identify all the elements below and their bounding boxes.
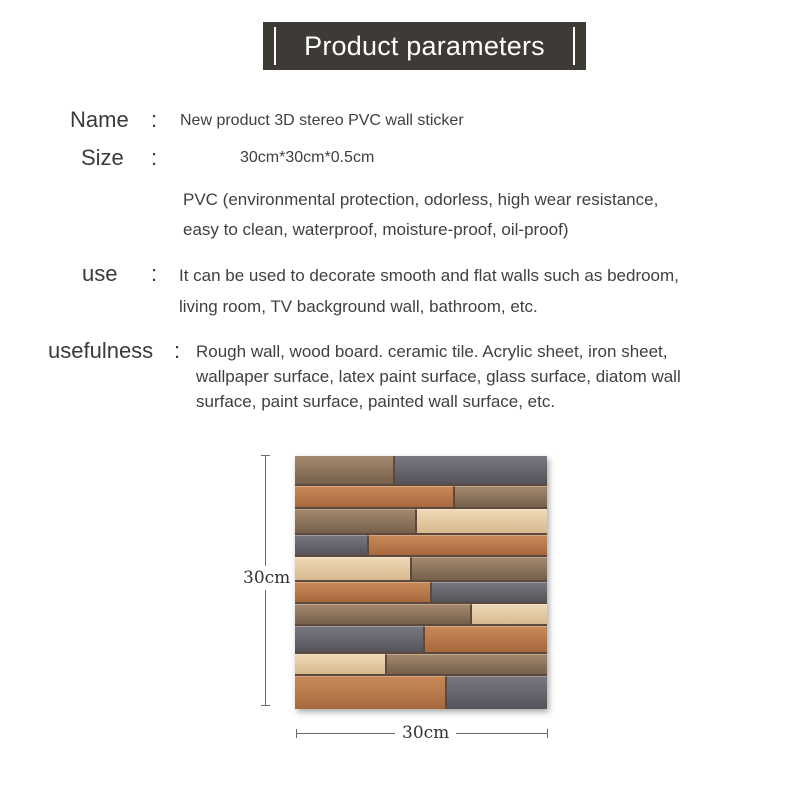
name-colon: : [151,107,158,132]
height-dimension-cap-bottom [261,705,270,706]
brick-pattern [295,456,547,709]
usefulness-line-2: wallpaper surface, latex paint surface, glass surface, diatom wall [196,367,681,386]
page-title: Product parameters [304,31,545,61]
title-banner [263,22,586,70]
size-colon: : [151,145,158,170]
use-line-1: It can be used to decorate smooth and flat walls such as bedroom, [179,266,679,285]
name-value: New product 3D stereo PVC wall sticker [180,112,464,129]
material-line-1: PVC (environmental protection, odorless, high wear resistance, [183,190,659,209]
wall-sticker-image [295,456,547,709]
width-dimension-cap-left [296,729,297,738]
height-dimension-label: 30cm [243,568,291,588]
use-line-2: living room, TV background wall, bathroom, etc. [179,297,538,316]
usefulness-line-3: surface, paint surface, painted wall surface, etc. [196,392,556,411]
usefulness-label: usefulness [48,338,154,363]
width-dimension-label: 30cm [395,723,456,743]
use-label: use [82,261,118,286]
size-label: Size [81,145,124,170]
width-dimension-cap-right [547,729,548,738]
usefulness-line-1: Rough wall, wood board. ceramic tile. Acrylic sheet, iron sheet, [196,342,668,361]
usefulness-colon: : [174,338,181,363]
height-dimension-cap-top [261,455,270,456]
size-value: 30cm*30cm*0.5cm [240,149,375,166]
use-colon: : [151,261,158,286]
name-label: Name [70,107,129,132]
material-line-2: easy to clean, waterproof, moisture-proof, oil-proof) [183,220,569,239]
